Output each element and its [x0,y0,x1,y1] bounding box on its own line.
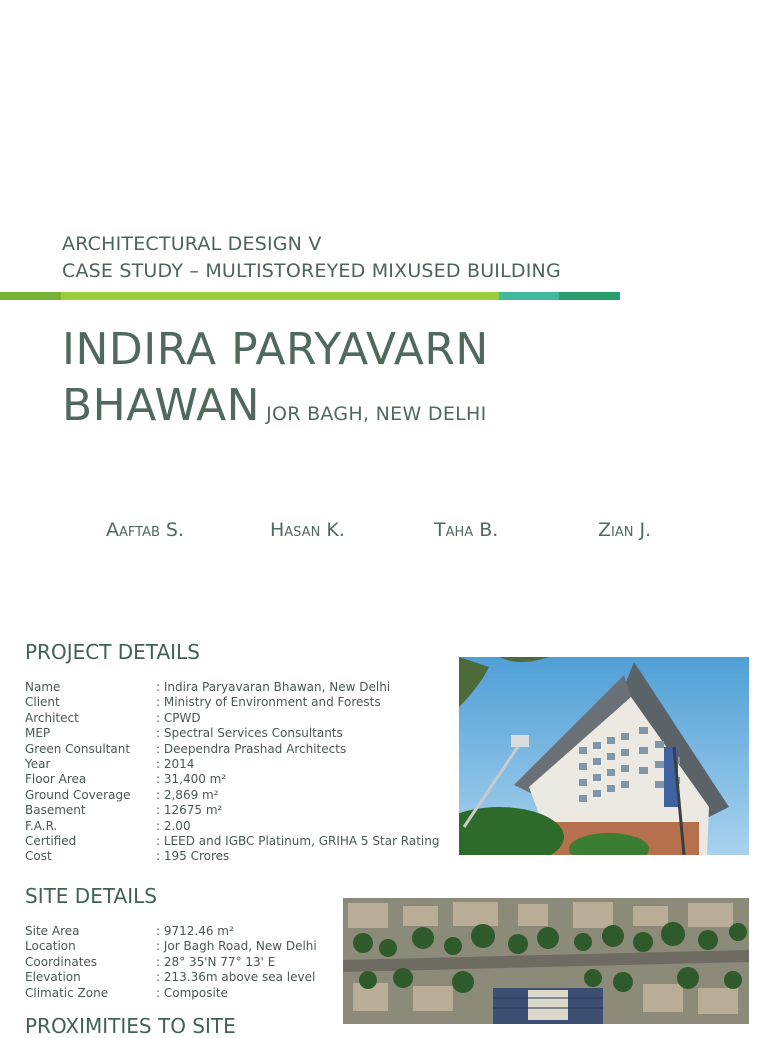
project-title [62,322,489,442]
details-row [25,970,317,985]
details-value: : LEED and IGBC Platinum, GRIHA 5 Star Rating [156,834,440,849]
site-details-table [25,924,317,1001]
details-label: Elevation [25,970,81,985]
details-row [25,986,317,1001]
details-row [25,695,439,710]
details-label: Ground Coverage [25,787,131,802]
author-name: Taha B. [434,519,499,541]
course-subtitle: CASE STUDY – MULTISTOREYED MIXUSED BUILDING [62,260,561,282]
details-label: F.A.R. [25,818,58,833]
details-value: : 31,400 m² [156,772,227,787]
details-value: : Indira Paryavaran Bhawan, New Delhi [156,680,391,694]
details-row [25,955,317,970]
aerial-site-photo [343,898,749,1024]
details-row [25,726,439,741]
details-row [25,772,439,787]
details-label: Location [25,939,76,954]
author-name: Zian J. [598,519,652,541]
details-row [25,924,317,939]
details-row [25,757,439,772]
author-name: Aaftab S. [106,519,185,541]
project-details-heading: PROJECT DETAILS [25,640,200,664]
details-value: : 213.36m above sea level [156,970,316,985]
details-value: : Ministry of Environment and Forests [156,695,381,710]
details-value: : Spectral Services Consultants [156,726,343,741]
details-value: : 9712.46 m² [156,924,234,938]
course-header [62,231,561,285]
details-value: : 2,869 m² [156,787,219,802]
course-title: ARCHITECTURAL DESIGN V [62,233,322,255]
details-row [25,834,439,849]
details-row [25,849,439,864]
details-value: : Deependra Prashad Architects [156,741,347,756]
details-value: : 28° 35'N 77° 13' E [156,954,276,969]
details-label: MEP [25,726,51,741]
details-label: Floor Area [25,772,87,787]
project-details-table [25,680,439,865]
divider-bar-segment [559,292,620,300]
details-row [25,742,439,757]
project-title-line2: BHAWAN [62,380,261,431]
project-title-line1: INDIRA PARYAVARN [62,324,489,375]
details-row [25,803,439,818]
details-label: Basement [25,803,86,818]
details-value: : 2014 [156,757,195,772]
details-label: Coordinates [25,954,98,969]
details-label: Certified [25,834,77,849]
building-photo [459,657,749,855]
details-row [25,680,439,695]
site-details-heading: SITE DETAILS [25,884,157,908]
details-row [25,939,317,954]
details-value: : Composite [156,985,228,1000]
details-value: : 2.00 [156,818,191,833]
details-label: Cost [25,849,52,864]
proximities-heading: PROXIMITIES TO SITE [25,1014,236,1038]
details-label: Architect [25,710,79,725]
author-name: Hasan K. [270,519,345,541]
divider-bar-segment [499,292,559,300]
divider-bar-segment [0,292,61,300]
details-row [25,788,439,803]
details-value: : CPWD [156,710,201,725]
details-value: : 12675 m² [156,803,223,818]
details-label: Name [25,680,61,694]
details-label: Climatic Zone [25,985,109,1000]
details-value: : Jor Bagh Road, New Delhi [156,939,317,954]
details-label: Client [25,695,60,710]
details-label: Site Area [25,924,80,938]
details-label: Year [25,757,51,772]
details-label: Green Consultant [25,741,131,756]
details-row [25,711,439,726]
details-row [25,819,439,834]
details-value: : 195 Crores [156,849,230,864]
divider-bar-segment [61,292,499,300]
project-location: JOR BAGH, NEW DELHI [266,403,487,425]
